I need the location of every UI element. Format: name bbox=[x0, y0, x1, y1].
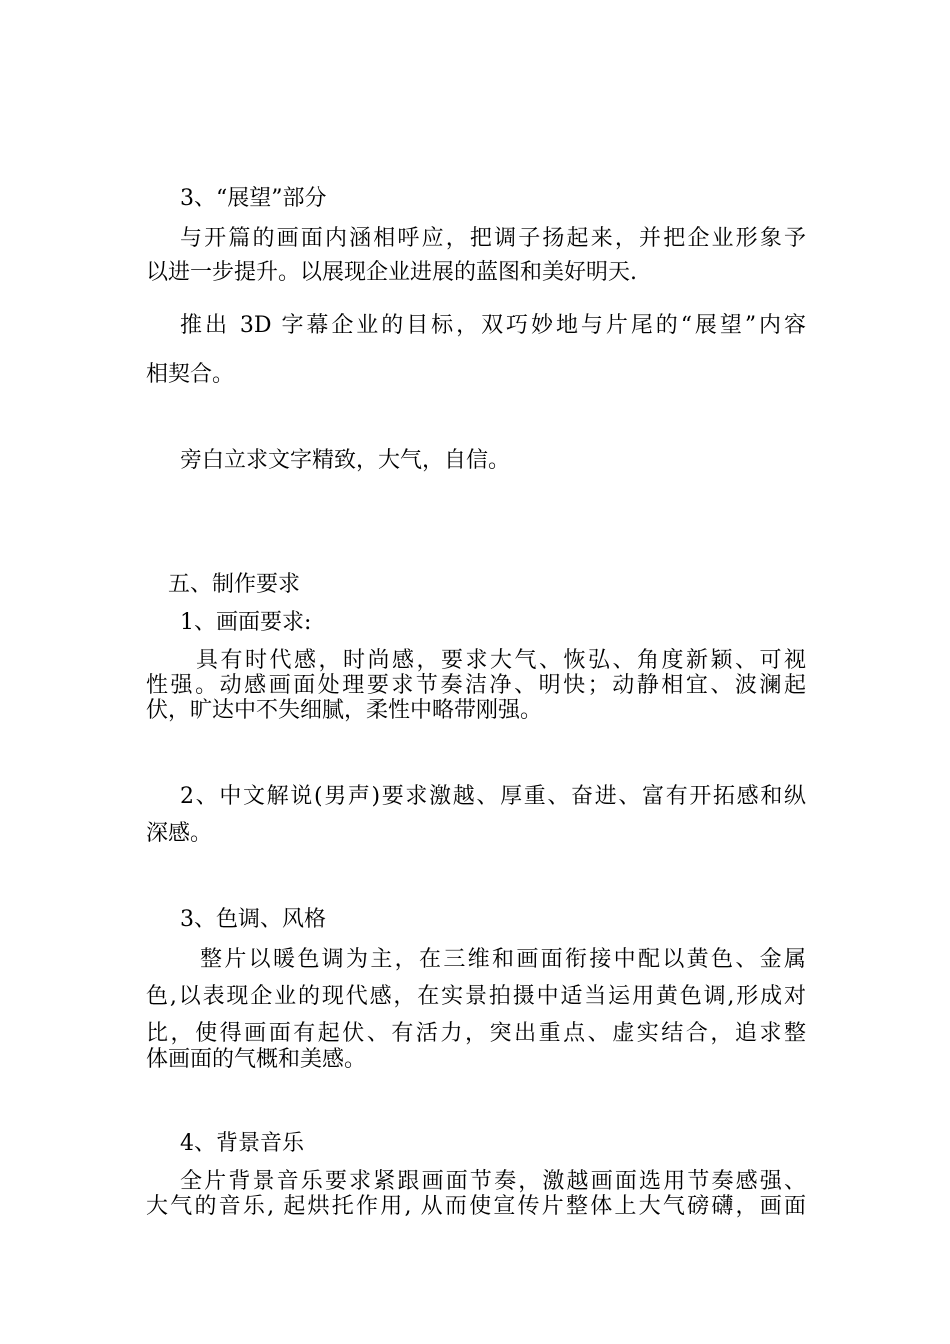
paragraph-line: 相契合。 bbox=[146, 362, 235, 387]
paragraph-line: 2、中文解说(男声)要求激越、厚重、奋进、富有开拓感和纵 bbox=[180, 784, 806, 809]
paragraph-line: 伏，旷达中不失细腻，柔性中略带刚强。 bbox=[146, 698, 543, 723]
paragraph-line: 色,以表现企业的现代感，在实景拍摄中适当运用黄色调,形成对 bbox=[146, 984, 806, 1009]
paragraph-line: 大气的音乐, 起烘托作用, 从而使宣传片整体上大气磅礴，画面 bbox=[146, 1194, 806, 1219]
subsection-heading-background-music: 4、背景音乐 bbox=[180, 1131, 304, 1156]
paragraph-line: 全片背景音乐要求紧跟画面节奏，激越画面选用节奏感强、 bbox=[180, 1169, 806, 1194]
paragraph-line: 以进一步提升。以展现企业进展的蓝图和美好明天. bbox=[146, 260, 637, 285]
paragraph-line: 整片以暖色调为主，在三维和画面衔接中配以黄色、金属 bbox=[200, 947, 806, 972]
paragraph-line: 比，使得画面有起伏、有活力，突出重点、虚实结合，追求整 bbox=[146, 1021, 806, 1046]
paragraph-line: 与开篇的画面内涵相呼应，把调子扬起来，并把企业形象予 bbox=[180, 226, 806, 251]
paragraph-line: 推出 3D 字幕企业的目标，双巧妙地与片尾的“展望”内容 bbox=[180, 313, 806, 338]
paragraph-line: 旁白立求文字精致，大气，自信。 bbox=[180, 448, 511, 473]
subsection-heading-color-style: 3、色调、风格 bbox=[180, 907, 326, 932]
section-heading-production-requirements: 五、制作要求 bbox=[168, 572, 301, 597]
paragraph-line: 体画面的气概和美感。 bbox=[146, 1047, 367, 1072]
paragraph-line: 性强。动感画面处理要求节奏洁净、明快；动静相宜、波澜起 bbox=[146, 673, 806, 698]
section-heading-outlook: 3、“展望”部分 bbox=[180, 186, 327, 211]
subsection-heading-visuals: 1、画面要求: bbox=[180, 610, 312, 635]
paragraph-line: 深感。 bbox=[146, 821, 213, 846]
paragraph-line: 具有时代感，时尚感，要求大气、恢弘、角度新颖、可视 bbox=[196, 648, 806, 673]
